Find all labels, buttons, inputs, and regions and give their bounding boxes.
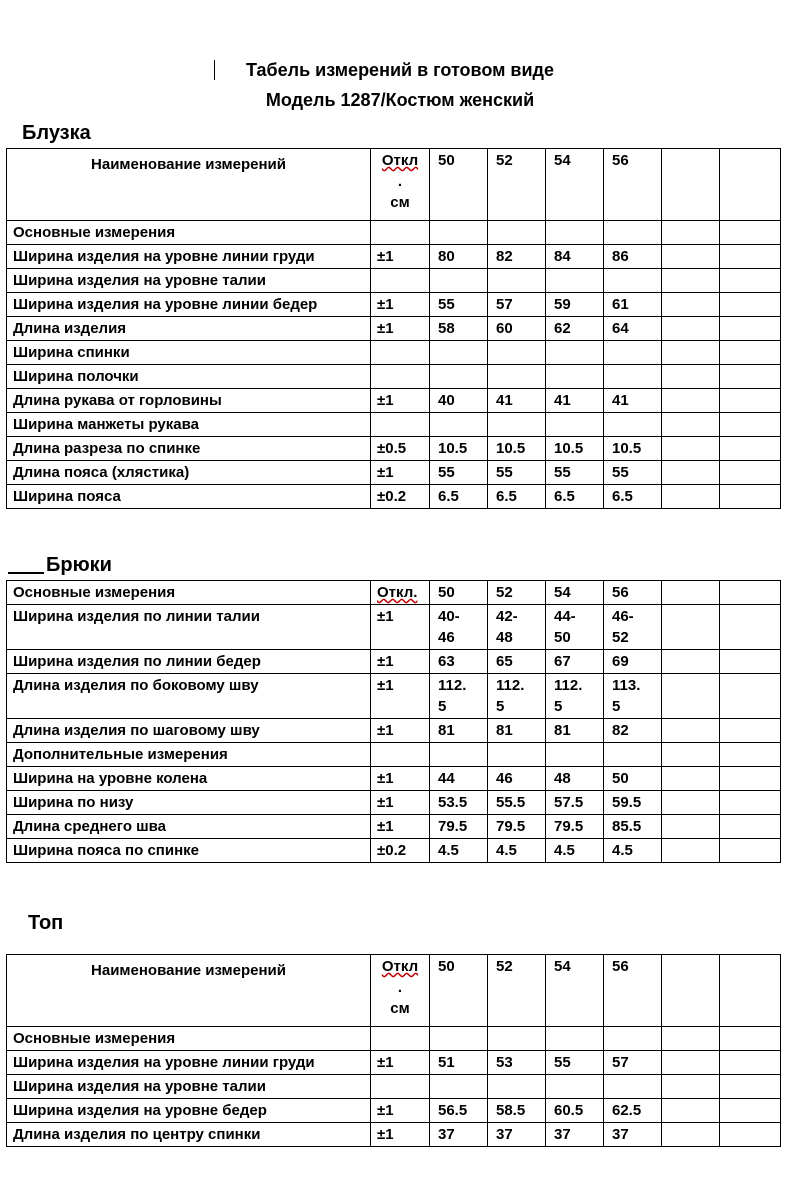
- section-underline: [8, 572, 44, 574]
- measurement-name: Ширина изделия по линии талии: [7, 605, 371, 650]
- section-title-top: Топ: [28, 912, 64, 934]
- empty-cell: [720, 413, 781, 437]
- empty-cell: [720, 293, 781, 317]
- size-value-cell: 81: [430, 719, 488, 743]
- otkl-unit: см: [390, 194, 410, 211]
- size-value-cell: 42- 48: [488, 605, 546, 650]
- measurement-name: Ширина на уровне колена: [7, 767, 371, 791]
- empty-cell: [662, 719, 720, 743]
- empty-cell: [720, 581, 781, 605]
- header-name-cell: Основные измерения: [7, 581, 371, 605]
- size-value-cell: 58.5: [488, 1099, 546, 1123]
- header-size-56: 56: [604, 955, 662, 1027]
- table-row: [7, 269, 781, 293]
- measurement-name: Ширина манжеты рукава: [7, 413, 371, 437]
- page-subtitle: Модель 1287/Костюм женский: [265, 90, 535, 110]
- empty-cell: [662, 245, 720, 269]
- size-value-cell: [430, 1027, 488, 1051]
- size-value-cell: 58: [430, 317, 488, 341]
- size-value-cell: [546, 413, 604, 437]
- empty-cell: [720, 674, 781, 719]
- size-value-cell: [488, 269, 546, 293]
- empty-cell: [662, 1075, 720, 1099]
- header-size-54: 54: [546, 955, 604, 1027]
- trousers-table: [6, 580, 781, 863]
- header-otkl-cell: [371, 955, 430, 1027]
- size-value-cell: [430, 365, 488, 389]
- size-value-cell: 61: [604, 293, 662, 317]
- size-value-cell: [604, 1027, 662, 1051]
- table-row: [7, 389, 781, 413]
- size-value-cell: [546, 1027, 604, 1051]
- tolerance-cell: ±1: [371, 650, 430, 674]
- size-value-cell: [604, 221, 662, 245]
- table-row: [7, 1051, 781, 1075]
- measurement-name: Длина среднего шва: [7, 815, 371, 839]
- size-value-cell: 53.5: [430, 791, 488, 815]
- size-value-cell: 59.5: [604, 791, 662, 815]
- size-value-cell: 6.5: [488, 485, 546, 509]
- tolerance-cell: ±0.2: [371, 839, 430, 863]
- tolerance-cell: [371, 1027, 430, 1051]
- size-value-cell: 82: [604, 719, 662, 743]
- size-value-cell: [430, 1075, 488, 1099]
- header-size-52: 52: [488, 955, 546, 1027]
- measurement-name: Ширина пояса: [7, 485, 371, 509]
- empty-cell: [662, 269, 720, 293]
- table-row: [7, 743, 781, 767]
- measurement-name: Длина изделия по боковому шву: [7, 674, 371, 719]
- size-value-cell: 84: [546, 245, 604, 269]
- empty-cell: [720, 1123, 781, 1147]
- size-value-cell: 4.5: [488, 839, 546, 863]
- header-size-52: 52: [488, 581, 546, 605]
- size-value-cell: 37: [546, 1123, 604, 1147]
- empty-cell: [662, 485, 720, 509]
- measurement-name: Ширина полочки: [7, 365, 371, 389]
- size-value-cell: [430, 413, 488, 437]
- empty-cell: [662, 1123, 720, 1147]
- measurement-name: Ширина изделия на уровне бедер: [7, 1099, 371, 1123]
- top-table: [6, 954, 781, 1147]
- size-value-cell: 10.5: [488, 437, 546, 461]
- size-value-cell: 10.5: [604, 437, 662, 461]
- size-value-cell: [604, 413, 662, 437]
- size-value-cell: [604, 365, 662, 389]
- tolerance-cell: ±1: [371, 245, 430, 269]
- empty-cell: [662, 437, 720, 461]
- size-value-cell: 82: [488, 245, 546, 269]
- otkl-label: Откл: [381, 958, 419, 975]
- tolerance-cell: ±1: [371, 461, 430, 485]
- size-value-cell: 65: [488, 650, 546, 674]
- empty-cell: [662, 317, 720, 341]
- header-size-56: 56: [604, 581, 662, 605]
- size-value-cell: [604, 1075, 662, 1099]
- measurement-name: Дополнительные измерения: [7, 743, 371, 767]
- size-value-cell: [488, 1075, 546, 1099]
- tolerance-cell: [371, 269, 430, 293]
- size-value-cell: 51: [430, 1051, 488, 1075]
- size-value-cell: 59: [546, 293, 604, 317]
- size-value-cell: 81: [488, 719, 546, 743]
- tolerance-cell: ±0.2: [371, 485, 430, 509]
- measurement-name: Ширина по низу: [7, 791, 371, 815]
- measurement-name: Длина изделия: [7, 317, 371, 341]
- size-value-cell: 60.5: [546, 1099, 604, 1123]
- table-row: [7, 461, 781, 485]
- measurement-name: Ширина пояса по спинке: [7, 839, 371, 863]
- size-value-cell: 6.5: [604, 485, 662, 509]
- empty-cell: [662, 341, 720, 365]
- empty-cell: [720, 269, 781, 293]
- size-value-cell: [546, 1075, 604, 1099]
- tolerance-cell: ±0.5: [371, 437, 430, 461]
- size-value-cell: 57: [488, 293, 546, 317]
- tolerance-cell: ±1: [371, 719, 430, 743]
- size-value-cell: 40- 46: [430, 605, 488, 650]
- page-title: Табель измерений в готовом виде: [245, 60, 554, 80]
- tolerance-cell: ±1: [371, 815, 430, 839]
- size-value-cell: 69: [604, 650, 662, 674]
- size-value-cell: 10.5: [546, 437, 604, 461]
- tolerance-cell: ±1: [371, 605, 430, 650]
- tolerance-cell: ±1: [371, 767, 430, 791]
- tolerance-cell: ±1: [371, 791, 430, 815]
- empty-cell: [662, 365, 720, 389]
- size-value-cell: 44: [430, 767, 488, 791]
- empty-cell: [662, 1099, 720, 1123]
- size-value-cell: 46: [488, 767, 546, 791]
- size-value-cell: [488, 1027, 546, 1051]
- empty-cell: [662, 743, 720, 767]
- empty-cell: [662, 767, 720, 791]
- empty-cell: [720, 839, 781, 863]
- empty-cell: [720, 485, 781, 509]
- header-otkl-cell: [371, 581, 430, 605]
- size-value-cell: 112. 5: [488, 674, 546, 719]
- empty-cell: [720, 1099, 781, 1123]
- size-value-cell: 64: [604, 317, 662, 341]
- size-value-cell: [546, 365, 604, 389]
- size-value-cell: [546, 269, 604, 293]
- empty-cell: [720, 317, 781, 341]
- header-size-50: 50: [430, 581, 488, 605]
- table-row: [7, 815, 781, 839]
- blouse-body: [7, 221, 781, 509]
- table-row: [7, 485, 781, 509]
- size-value-cell: 55: [488, 461, 546, 485]
- size-value-cell: [604, 269, 662, 293]
- table-row: [7, 1123, 781, 1147]
- size-value-cell: 55: [546, 1051, 604, 1075]
- empty-cell: [720, 1051, 781, 1075]
- empty-cell: [662, 674, 720, 719]
- blouse-table: [6, 148, 781, 509]
- size-value-cell: 4.5: [546, 839, 604, 863]
- empty-cell: [720, 389, 781, 413]
- size-value-cell: [604, 743, 662, 767]
- size-value-cell: [546, 221, 604, 245]
- tolerance-cell: ±1: [371, 389, 430, 413]
- table-row: [7, 317, 781, 341]
- measurement-name: Длина разреза по спинке: [7, 437, 371, 461]
- size-value-cell: 86: [604, 245, 662, 269]
- measurement-name: Ширина спинки: [7, 341, 371, 365]
- measurement-name: Ширина изделия на уровне линии груди: [7, 1051, 371, 1075]
- header-size-54: 54: [546, 581, 604, 605]
- table-row: [7, 1075, 781, 1099]
- measurement-name: Ширина изделия на уровне линии бедер: [7, 293, 371, 317]
- size-value-cell: 55: [430, 293, 488, 317]
- table-row: [7, 839, 781, 863]
- size-value-cell: 44- 50: [546, 605, 604, 650]
- header-name-cell: Наименование измерений: [7, 955, 371, 1027]
- header-size-56: 56: [604, 149, 662, 221]
- size-value-cell: 6.5: [546, 485, 604, 509]
- tolerance-cell: [371, 365, 430, 389]
- size-value-cell: 79.5: [488, 815, 546, 839]
- size-value-cell: 4.5: [604, 839, 662, 863]
- size-value-cell: 55: [546, 461, 604, 485]
- tolerance-cell: ±1: [371, 293, 430, 317]
- header-size-52: 52: [488, 149, 546, 221]
- empty-cell: [720, 461, 781, 485]
- header-otkl-cell: [371, 149, 430, 221]
- size-value-cell: [488, 743, 546, 767]
- empty-cell: [720, 365, 781, 389]
- size-value-cell: 63: [430, 650, 488, 674]
- size-value-cell: 41: [488, 389, 546, 413]
- empty-cell: [662, 815, 720, 839]
- size-value-cell: 85.5: [604, 815, 662, 839]
- size-value-cell: 62: [546, 317, 604, 341]
- measurement-name: Ширина изделия на уровне линии груди: [7, 245, 371, 269]
- measurement-name: Ширина изделия по линии бедер: [7, 650, 371, 674]
- size-value-cell: [430, 221, 488, 245]
- size-value-cell: 50: [604, 767, 662, 791]
- size-value-cell: 112. 5: [430, 674, 488, 719]
- tolerance-cell: ±1: [371, 317, 430, 341]
- header-name-cell: Наименование измерений: [7, 149, 371, 221]
- otkl-unit: см: [390, 1000, 410, 1017]
- empty-cell: [662, 461, 720, 485]
- size-value-cell: [546, 743, 604, 767]
- empty-cell: [662, 605, 720, 650]
- measurement-name: Длина пояса (хлястика): [7, 461, 371, 485]
- tolerance-cell: [371, 1075, 430, 1099]
- table-row: [7, 293, 781, 317]
- tolerance-cell: ±1: [371, 1123, 430, 1147]
- empty-cell: [720, 341, 781, 365]
- tolerance-cell: [371, 413, 430, 437]
- size-value-cell: 56.5: [430, 1099, 488, 1123]
- size-value-cell: 53: [488, 1051, 546, 1075]
- size-value-cell: 113. 5: [604, 674, 662, 719]
- top-body: [7, 1027, 781, 1147]
- size-value-cell: 57: [604, 1051, 662, 1075]
- size-value-cell: 80: [430, 245, 488, 269]
- size-value-cell: 55: [604, 461, 662, 485]
- top-header-row: [7, 955, 781, 1027]
- table-row: [7, 437, 781, 461]
- size-value-cell: 41: [604, 389, 662, 413]
- tolerance-cell: [371, 743, 430, 767]
- measurement-name: Основные измерения: [7, 1027, 371, 1051]
- measurement-name: Ширина изделия на уровне талии: [7, 1075, 371, 1099]
- table-row: [7, 605, 781, 650]
- otkl-label: Откл.: [377, 584, 418, 601]
- size-value-cell: 67: [546, 650, 604, 674]
- empty-cell: [720, 791, 781, 815]
- size-value-cell: 41: [546, 389, 604, 413]
- empty-cell: [720, 149, 781, 221]
- size-value-cell: [430, 743, 488, 767]
- blouse-header-row: [7, 149, 781, 221]
- empty-cell: [720, 1075, 781, 1099]
- size-value-cell: 48: [546, 767, 604, 791]
- size-value-cell: 37: [604, 1123, 662, 1147]
- section-title-blouse: Блузка: [22, 122, 91, 144]
- header-size-50: 50: [430, 955, 488, 1027]
- table-row: [7, 341, 781, 365]
- tolerance-cell: ±1: [371, 674, 430, 719]
- tolerance-cell: ±1: [371, 1051, 430, 1075]
- table-row: [7, 650, 781, 674]
- size-value-cell: [488, 221, 546, 245]
- size-value-cell: [430, 269, 488, 293]
- size-value-cell: 10.5: [430, 437, 488, 461]
- table-row: [7, 674, 781, 719]
- empty-cell: [720, 815, 781, 839]
- empty-cell: [720, 605, 781, 650]
- empty-cell: [720, 1027, 781, 1051]
- size-value-cell: [488, 365, 546, 389]
- size-value-cell: 60: [488, 317, 546, 341]
- tolerance-cell: [371, 341, 430, 365]
- size-value-cell: 62.5: [604, 1099, 662, 1123]
- table-row: [7, 791, 781, 815]
- empty-cell: [720, 245, 781, 269]
- measurement-name: Длина изделия по центру спинки: [7, 1123, 371, 1147]
- size-value-cell: [488, 413, 546, 437]
- table-row: [7, 221, 781, 245]
- trousers-body: [7, 605, 781, 863]
- measurement-name: Ширина изделия на уровне талии: [7, 269, 371, 293]
- table-row: [7, 719, 781, 743]
- empty-cell: [662, 149, 720, 221]
- size-value-cell: [488, 341, 546, 365]
- empty-cell: [662, 650, 720, 674]
- otkl-dot: .: [397, 979, 403, 996]
- size-value-cell: 46- 52: [604, 605, 662, 650]
- table-row: [7, 365, 781, 389]
- size-value-cell: [430, 341, 488, 365]
- size-value-cell: 55.5: [488, 791, 546, 815]
- empty-cell: [720, 719, 781, 743]
- size-value-cell: 79.5: [546, 815, 604, 839]
- size-value-cell: 40: [430, 389, 488, 413]
- otkl-dot: .: [397, 173, 403, 190]
- size-value-cell: [604, 341, 662, 365]
- empty-cell: [662, 955, 720, 1027]
- measurement-name: Длина рукава от горловины: [7, 389, 371, 413]
- measurement-name: Основные измерения: [7, 221, 371, 245]
- empty-cell: [662, 293, 720, 317]
- size-value-cell: 112. 5: [546, 674, 604, 719]
- header-size-50: 50: [430, 149, 488, 221]
- empty-cell: [662, 389, 720, 413]
- empty-cell: [662, 1051, 720, 1075]
- size-value-cell: 37: [430, 1123, 488, 1147]
- empty-cell: [720, 437, 781, 461]
- size-value-cell: 55: [430, 461, 488, 485]
- empty-cell: [720, 650, 781, 674]
- size-value-cell: 57.5: [546, 791, 604, 815]
- empty-cell: [662, 221, 720, 245]
- empty-cell: [720, 955, 781, 1027]
- size-value-cell: 81: [546, 719, 604, 743]
- tolerance-cell: ±1: [371, 1099, 430, 1123]
- section-title-trousers: Брюки: [46, 554, 112, 576]
- size-value-cell: 37: [488, 1123, 546, 1147]
- size-value-cell: [546, 341, 604, 365]
- empty-cell: [720, 743, 781, 767]
- table-row: [7, 1027, 781, 1051]
- empty-cell: [662, 839, 720, 863]
- table-row: [7, 1099, 781, 1123]
- measurement-name: Длина изделия по шаговому шву: [7, 719, 371, 743]
- empty-cell: [662, 413, 720, 437]
- header-size-54: 54: [546, 149, 604, 221]
- size-value-cell: 79.5: [430, 815, 488, 839]
- table-row: [7, 413, 781, 437]
- empty-cell: [662, 581, 720, 605]
- empty-cell: [720, 767, 781, 791]
- trousers-header-row: [7, 581, 781, 605]
- table-row: [7, 245, 781, 269]
- tolerance-cell: [371, 221, 430, 245]
- size-value-cell: 6.5: [430, 485, 488, 509]
- size-value-cell: 4.5: [430, 839, 488, 863]
- empty-cell: [720, 221, 781, 245]
- table-row: [7, 767, 781, 791]
- empty-cell: [662, 791, 720, 815]
- empty-cell: [662, 1027, 720, 1051]
- otkl-label: Откл: [381, 152, 419, 169]
